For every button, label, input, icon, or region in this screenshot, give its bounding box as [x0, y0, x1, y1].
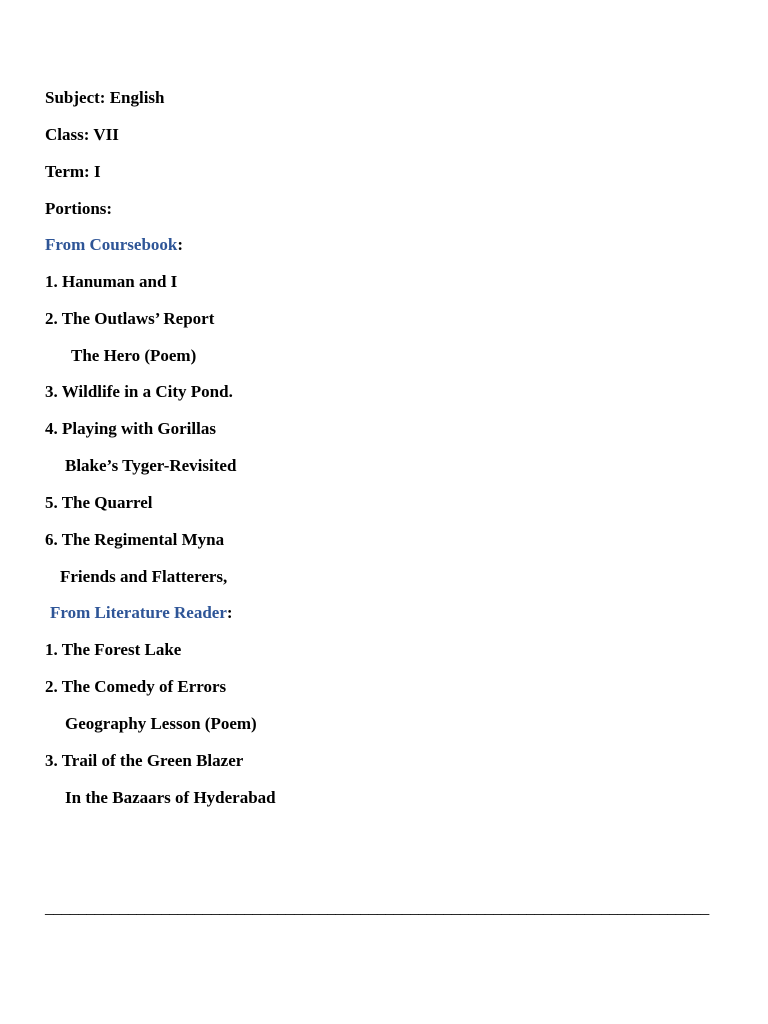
literature-reader-item: 2. The Comedy of Errors: [45, 677, 227, 696]
coursebook-item: 4. Playing with Gorillas: [45, 419, 216, 438]
coursebook-heading-text: From Coursebook: [45, 235, 178, 254]
coursebook-item: Friends and Flatterers,: [60, 567, 228, 586]
subject-line: Subject: English: [45, 88, 165, 107]
coursebook-item: 1. Hanuman and I: [45, 272, 178, 291]
literature-reader-item: 3. Trail of the Green Blazer: [45, 751, 244, 770]
literature-reader-heading: [50, 603, 233, 623]
portions-line: Portions:: [45, 199, 113, 218]
literature-reader-heading-colon: :: [226, 603, 233, 622]
separator-line: ________________________________________________________________________________: [45, 898, 710, 917]
coursebook-heading-colon: :: [177, 235, 184, 254]
literature-reader-heading-text: From Literature Reader: [50, 603, 227, 622]
coursebook-item: 2. The Outlaws’ Report: [45, 309, 215, 328]
coursebook-item: Blake’s Tyger-Revisited: [65, 456, 237, 475]
coursebook-heading: [45, 235, 183, 255]
literature-reader-item: Geography Lesson (Poem): [65, 714, 257, 733]
literature-reader-item: 1. The Forest Lake: [45, 640, 182, 659]
coursebook-item: 6. The Regimental Myna: [45, 530, 225, 549]
literature-reader-item: In the Bazaars of Hyderabad: [65, 788, 276, 807]
coursebook-item: 3. Wildlife in a City Pond.: [45, 382, 233, 401]
term-line: Term: I: [45, 162, 101, 181]
class-line: Class: VII: [45, 125, 119, 144]
coursebook-item: 5. The Quarrel: [45, 493, 153, 512]
coursebook-item: The Hero (Poem): [71, 346, 197, 365]
